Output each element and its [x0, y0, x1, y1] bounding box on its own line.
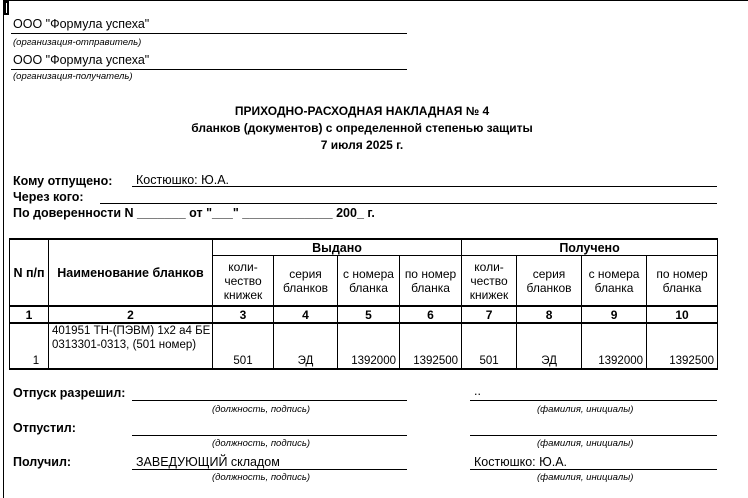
released-position-hint: (должность, подпись)	[212, 438, 311, 449]
allowed-label: Отпуск разрешил:	[13, 386, 126, 400]
received-name-line	[470, 469, 717, 470]
cell-name: 401951 ТН-(ПЭВМ) 1х2 а4 БЕ 0313301-0313, (501 номер)	[49, 323, 213, 369]
col-number: 5	[338, 306, 400, 323]
col-header-from-received: с номера бланка	[582, 256, 647, 307]
col-header-qty: коли- чество книжек	[213, 256, 274, 307]
col-header-series: серия бланков	[274, 256, 338, 307]
col-header-to: по номер бланка	[400, 256, 462, 307]
allowed-position-line	[132, 400, 407, 401]
col-number: 3	[213, 306, 274, 323]
cell-to: 1392500	[400, 323, 462, 369]
received-name-value: Костюшко: Ю.А.	[474, 455, 568, 469]
received-position-line	[132, 469, 407, 470]
allowed-position-hint: (должность, подпись)	[212, 404, 311, 415]
col-header-to-received: по номер бланка	[647, 256, 718, 307]
col-number: 10	[647, 306, 718, 323]
cell-series-received: ЭД	[517, 323, 582, 369]
col-number: 1	[10, 306, 49, 323]
col-header-series-received: серия бланков	[517, 256, 582, 307]
page-frame-top	[3, 0, 748, 1]
col-header-qty-received: коли- чество книжек	[462, 256, 517, 307]
allowed-name-hint: (фамилия, инициалы)	[537, 404, 634, 415]
col-header-from: с номера бланка	[338, 256, 400, 307]
komu-underline	[132, 186, 717, 187]
sender-hint: (организация-отправитель)	[13, 37, 142, 48]
sender-underline	[11, 33, 407, 34]
document-title: ПРИХОДНО-РАСХОДНАЯ НАКЛАДНАЯ № 4	[234, 104, 490, 118]
received-label: Получил:	[13, 455, 72, 469]
released-position-line	[132, 435, 407, 436]
col-number: 8	[517, 306, 582, 323]
page-frame-left	[3, 0, 4, 498]
received-position-hint: (должность, подпись)	[212, 472, 311, 483]
table-row	[10, 323, 718, 369]
komu-label: Кому отпущено:	[13, 174, 113, 188]
text-cursor	[4, 1, 9, 15]
cell-n: 1	[10, 323, 49, 369]
received-name-hint: (фамилия, инициалы)	[537, 472, 634, 483]
group-header-received: Получено	[462, 239, 718, 256]
col-number: 6	[400, 306, 462, 323]
col-number: 7	[462, 306, 517, 323]
group-header-issued: Выдано	[213, 239, 462, 256]
received-position-value: ЗАВЕДУЮЩИЙ складом	[136, 455, 280, 469]
col-header-n: N п/п	[10, 239, 49, 306]
blanks-table	[9, 238, 718, 370]
cherez-underline	[100, 203, 717, 204]
cherez-label: Через кого:	[13, 190, 84, 204]
cell-from: 1392000	[338, 323, 400, 369]
col-number: 2	[49, 306, 213, 323]
allowed-name-line	[470, 400, 717, 401]
released-label: Отпустил:	[13, 421, 76, 435]
cell-qty: 501	[213, 323, 274, 369]
receiver-underline	[11, 69, 407, 70]
cell-series: ЭД	[274, 323, 338, 369]
document-date: 7 июля 2025 г.	[320, 138, 404, 152]
doverennost-line: По доверенности N _______ от "___" _____________ 200_ г.	[13, 206, 375, 220]
sender-org: ООО "Формула успеха"	[13, 17, 150, 31]
col-number: 9	[582, 306, 647, 323]
cell-from-received: 1392000	[582, 323, 647, 369]
released-name-line	[470, 435, 717, 436]
receiver-hint: (организация-получатель)	[13, 71, 133, 82]
col-header-name: Наименование бланков	[49, 239, 213, 306]
cell-qty-received: 501	[462, 323, 517, 369]
komu-value: Костюшко: Ю.А.	[136, 173, 230, 187]
document-subtitle: бланков (документов) с определенной степенью защиты	[191, 121, 533, 135]
cell-to-received: 1392500	[647, 323, 718, 369]
receiver-org: ООО "Формула успеха"	[13, 53, 150, 67]
released-name-hint: (фамилия, инициалы)	[537, 438, 634, 449]
allowed-name-value: ..	[474, 384, 481, 398]
col-number: 4	[274, 306, 338, 323]
